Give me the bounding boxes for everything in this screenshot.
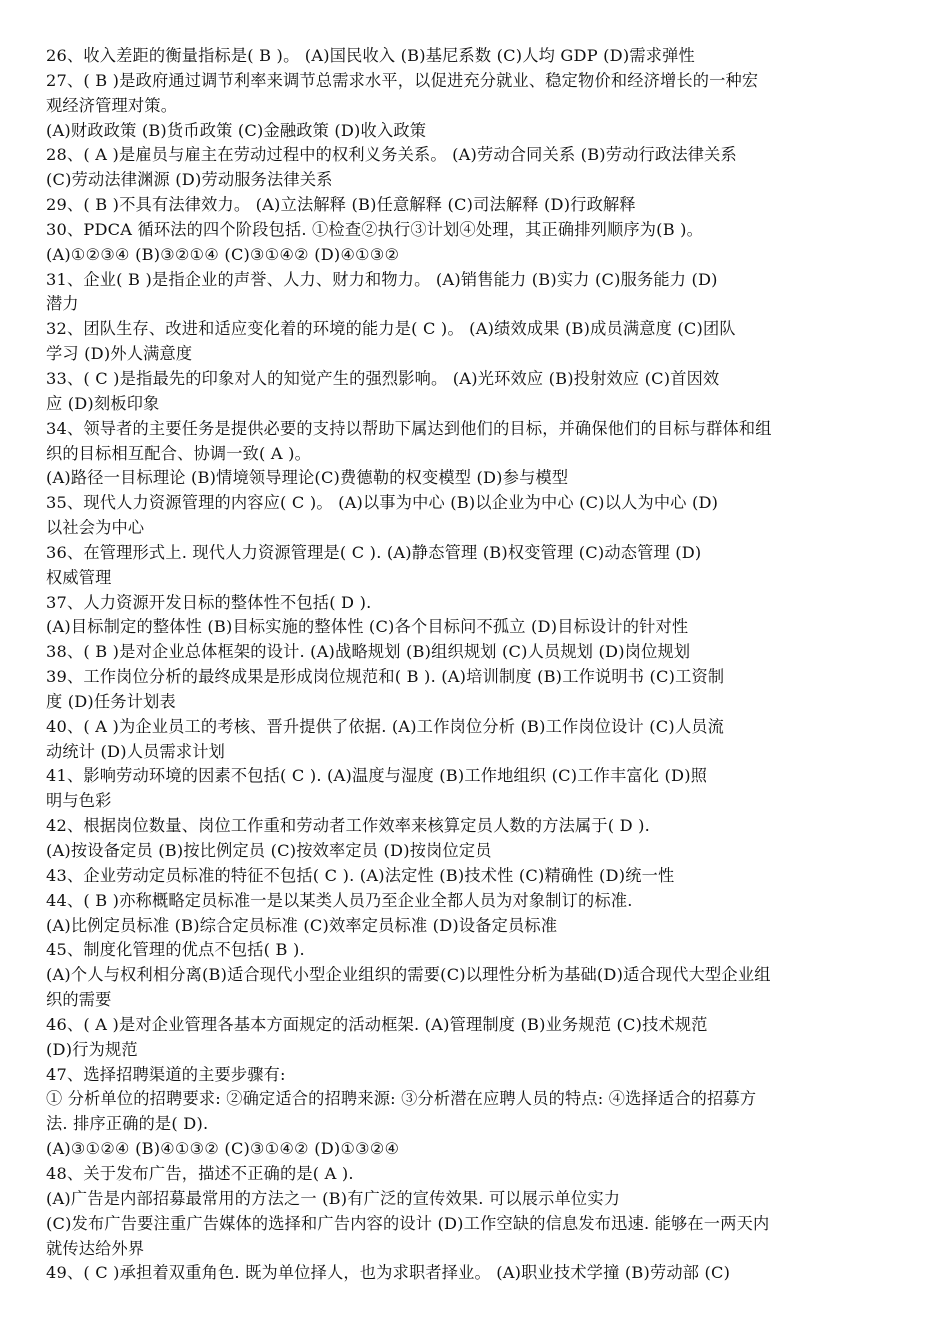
text-line: 26、收入差距的衡量指标是( B )。 (A)国民收入 (B)基尼系数 (C)人均 GDP (D)需求弹性 xyxy=(46,46,695,65)
text-line: 法. 排序正确的是( D). xyxy=(46,1114,209,1134)
text-line: 38、( B )是对企业总体框架的设计. (A)战略规划 (B)组织规划 (C)人员规划 (D)岗位规划 xyxy=(46,642,691,662)
text-line: 41、影响劳动环境的因素不包括( C ). (A)温度与湿度 (B)工作地组织 (C)工作丰富化 (D)照 xyxy=(46,766,708,786)
text-line: 34、领导者的主要任务是提供必要的支持以帮助下属达到他们的目标，并确保他们的目标与群体和组 xyxy=(46,418,772,438)
text-line: 学习 (D)外人满意度 xyxy=(46,344,193,364)
text-line: 44、( B )亦称概略定员标准一是以某类人员乃至企业全都人员为对象制订的标准. xyxy=(46,890,633,910)
text-line: 权威管理 xyxy=(46,567,112,587)
text-line: (A)按设备定员 (B)按比例定员 (C)按效率定员 (D)按岗位定员 xyxy=(46,841,492,860)
text-line: (A)③①②④ (B)④①③② (C)③①④② (D)①③②④ xyxy=(46,1139,400,1159)
text-line: 45、制度化管理的优点不包括( B ). xyxy=(46,940,305,960)
text-line: 就传达给外界 xyxy=(46,1238,145,1258)
text-line: 43、企业劳动定员标准的特征不包括( C ). (A)法定性 (B)技术性 (C)精确性 (D)统一性 xyxy=(46,865,675,885)
text-line: (A)①②③④ (B)③②①④ (C)③①④② (D)④①③② xyxy=(46,244,400,264)
text-line: 动统计 (D)人员需求计划 xyxy=(46,741,226,761)
text-line: ① 分析单位的招聘要求: ②确定适合的招聘来源: ③分析潜在应聘人员的特点: ④选择适合的招募方 xyxy=(46,1089,757,1109)
text-line: 33、( C )是指最先的印象对人的知觉产生的强烈影响。 (A)光环效应 (B)投射效应 (C)首因效 xyxy=(46,368,720,388)
text-line: (A)个人与权利相分离(B)适合现代小型企业组织的需要(C)以理性分析为基础(D)适合现代大型企业组 xyxy=(46,965,771,985)
text-line: 37、人力资源开发日标的整体性不包括( D ). xyxy=(46,592,372,612)
text-line: 观经济管理对策。 xyxy=(46,95,178,115)
text-line: 31、企业( B )是指企业的声誉、人力、财力和物力。 (A)销售能力 (B)实力 (C)服务能力 (D) xyxy=(46,269,718,289)
text-line: (C)劳动法律渊源 (D)劳动服务法律关系 xyxy=(46,170,333,190)
question-list xyxy=(46,44,904,1286)
text-line: (A)广告是内部招募最常用的方法之一 (B)有广泛的宣传效果. 可以展示单位实力 xyxy=(46,1188,621,1208)
text-line: 明与色彩 xyxy=(46,791,112,811)
text-line: 织的目标相互配合、协调一致( A )。 xyxy=(46,443,312,463)
text-line: 应 (D)刻板印象 xyxy=(46,393,160,413)
text-line: (A)目标制定的整体性 (B)目标实施的整体性 (C)各个目标问不孤立 (D)目标设计的针对性 xyxy=(46,617,689,637)
text-line: 40、( A )为企业员工的考核、晋升提供了依据. (A)工作岗位分析 (B)工作岗位设计 (C)人员流 xyxy=(46,716,725,736)
text-line: 27、( B )是政府通过调节利率来调节总需求水平，以促进充分就业、稳定物价和经济增长的一种宏 xyxy=(46,70,759,90)
text-line: (A)财政政策 (B)货币政策 (C)金融政策 (D)收入政策 xyxy=(46,120,427,140)
text-line: (D)行为规范 xyxy=(46,1039,138,1059)
text-line: 度 (D)任务计划表 xyxy=(46,691,176,711)
text-line: (A)比例定员标准 (B)综合定员标准 (C)效率定员标准 (D)设备定员标准 xyxy=(46,915,558,935)
text-line: 47、选择招聘渠道的主要步骤有: xyxy=(46,1064,286,1084)
text-line: 46、( A )是对企业管理各基本方面规定的活动框架. (A)管理制度 (B)业务规范 (C)技术规范 xyxy=(46,1014,708,1034)
text-line: 32、团队生存、改进和适应变化着的环境的能力是( C )。 (A)绩效成果 (B)成员满意度 (C)团队 xyxy=(46,319,736,339)
text-line: 28、( A )是雇员与雇主在劳动过程中的权利义务关系。 (A)劳动合同关系 (B)劳动行政法律关系 xyxy=(46,145,737,165)
text-line: (C)发布广告要注重广告媒体的选择和广告内容的设计 (D)工作空缺的信息发布迅速. 能够在一两天内 xyxy=(46,1213,770,1233)
text-line: 织的需要 xyxy=(46,990,112,1010)
text-line: 49、( C )承担着双重角色. 既为单位择人，也为求职者择业。 (A)职业技术学撞 (B)劳动部 (C) xyxy=(46,1263,731,1283)
text-line: (A)路径一目标理论 (B)情境领导理论(C)费德勒的权变模型 (D)参与模型 xyxy=(46,468,569,488)
text-line: 36、在管理形式上. 现代人力资源管理是( C ). (A)静态管理 (B)权变管理 (C)动态管理 (D) xyxy=(46,542,702,562)
text-line: 35、现代人力资源管理的内容应( C )。 (A)以事为中心 (B)以企业为中心 (C)以人为中心 (D) xyxy=(46,493,719,513)
text-line: 30、PDCA 循环法的四个阶段包括. ①检查②执行③计划④处理，其正确排列顺序为(B )。 xyxy=(46,219,704,239)
text-line: 潜力 xyxy=(46,294,79,314)
text-line: 42、根据岗位数量、岗位工作重和劳动者工作效率来核算定员人数的方法属于( D ). xyxy=(46,816,651,836)
text-line: 29、( B )不具有法律效力。 (A)立法解释 (B)任意解释 (C)司法解释 (D)行政解释 xyxy=(46,195,636,215)
text-line: 48、关于发布广告，描述不正确的是( A ). xyxy=(46,1163,354,1183)
text-line: 39、工作岗位分析的最终成果是形成岗位规范和( B ). (A)培训制度 (B)工作说明书 (C)工资制 xyxy=(46,667,725,687)
text-line: 以社会为中心 xyxy=(46,518,145,538)
